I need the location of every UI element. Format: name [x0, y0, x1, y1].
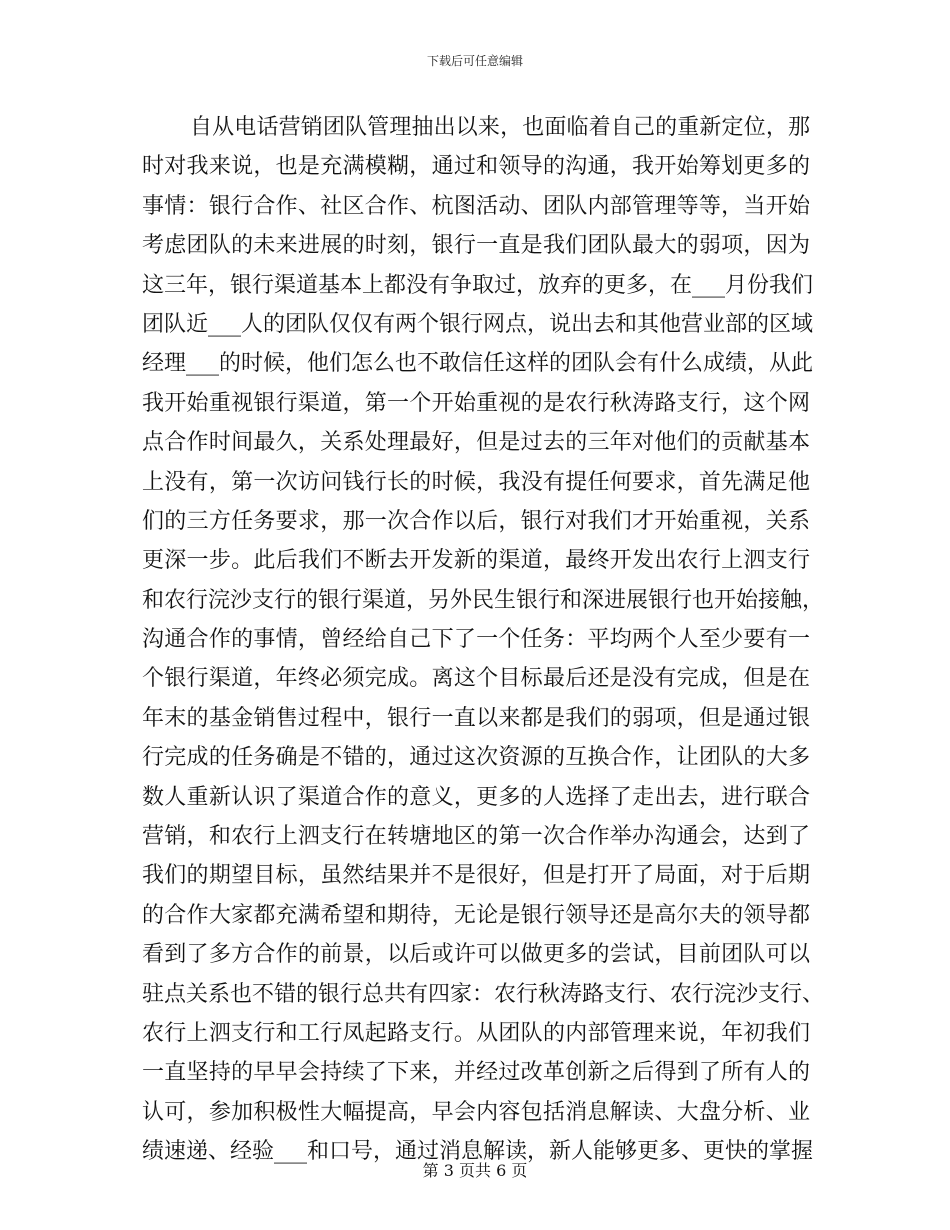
- text-line: 数人重新认识了渠道合作的意义，更多的人选择了走出去，进行联合: [142, 784, 810, 810]
- text-line: 考虑团队的未来进展的时刻，银行一直是我们团队最大的弱项，因为: [142, 233, 810, 259]
- text-line: 行完成的任务确是不错的，通过这次资源的互换合作，让团队的大多: [142, 745, 810, 771]
- text-line: 这三年，银行渠道基本上都没有争取过，放弃的更多，在___月份我们: [142, 272, 814, 298]
- text-line: 们的三方任务要求，那一次合作以后，银行对我们才开始重视，关系: [142, 508, 810, 534]
- text-line: 更深一步。此后我们不断去开发新的渠道，最终开发出农行上泗支行: [142, 548, 810, 574]
- text-line: 时对我来说，也是充满模糊，通过和领导的沟通，我开始筹划更多的: [142, 154, 810, 180]
- text-line: 一直坚持的早早会持续了下来，并经过改革创新之后得到了所有人的: [142, 1060, 810, 1086]
- body-paragraph: [142, 108, 825, 1172]
- page-header: 下载后可任意编辑: [426, 54, 523, 68]
- text-line: 绩速递、经验___和口号，通过消息解读，新人能够更多、更快的掌握: [142, 1139, 814, 1165]
- text-line: 认可，参加积极性大幅提高，早会内容包括消息解读、大盘分析、业: [142, 1099, 810, 1125]
- text-line: 我们的期望目标，虽然结果并不是很好，但是打开了局面，对于后期: [142, 863, 810, 889]
- text-line: 沟通合作的事情，曾经给自己下了一个任务：平均两个人至少要有一: [142, 627, 810, 653]
- text-line: 团队近___人的团队仅仅有两个银行网点，说出去和其他营业部的区域: [142, 311, 814, 337]
- text-line: 年末的基金销售过程中，银行一直以来都是我们的弱项，但是通过银: [142, 705, 810, 731]
- page-footer: 第 3 页共 6 页: [422, 1161, 528, 1180]
- text-line: 点合作时间最久，关系处理最好，但是过去的三年对他们的贡献基本: [142, 430, 810, 456]
- text-line: 事情：银行合作、社区合作、杭图活动、团队内部管理等等，当开始: [142, 193, 810, 219]
- text-line: 农行上泗支行和工行凤起路支行。从团队的内部管理来说，年初我们: [142, 1020, 810, 1046]
- text-line: 上没有，第一次访问钱行长的时候，我没有提任何要求，首先满足他: [142, 469, 810, 495]
- text-line: 看到了多方合作的前景，以后或许可以做更多的尝试，目前团队可以: [142, 942, 810, 968]
- text-line: 我开始重视银行渠道，第一个开始重视的是农行秋涛路支行，这个网: [142, 390, 810, 416]
- text-line: 的合作大家都充满希望和期待，无论是银行领导还是高尔夫的领导都: [142, 902, 810, 928]
- text-line: 个银行渠道，年终必须完成。离这个目标最后还是没有完成，但是在: [142, 666, 810, 692]
- text-line: 营销，和农行上泗支行在转塘地区的第一次合作举办沟通会，达到了: [142, 824, 810, 850]
- text-line: 自从电话营销团队管理抽出以来，也面临着自己的重新定位，那: [190, 115, 810, 140]
- text-line: 经理___的时候，他们怎么也不敢信任这样的团队会有什么成绩，从此: [142, 351, 814, 377]
- text-line: 驻点关系也不错的银行总共有四家：农行秋涛路支行、农行浣沙支行、: [142, 981, 825, 1007]
- text-line: 和农行浣沙支行的银行渠道，另外民生银行和深进展银行也开始接触，: [142, 587, 825, 613]
